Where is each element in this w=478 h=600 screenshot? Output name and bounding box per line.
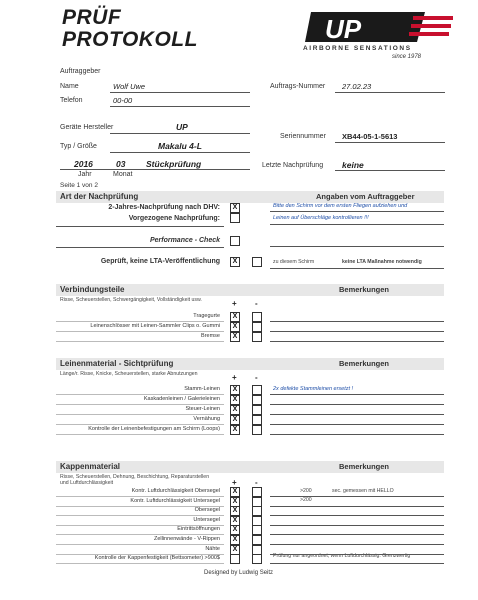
kappe-r1-b: sec. gemessen mit HELLO bbox=[332, 488, 394, 494]
serien-label: Seriennummer bbox=[280, 133, 326, 140]
verbindung-row-label: Bremse bbox=[201, 333, 220, 339]
up-logo bbox=[305, 8, 455, 73]
kappe-row-minus-checkbox[interactable] bbox=[252, 497, 262, 507]
auftraggeber-label: Auftraggeber bbox=[60, 68, 101, 75]
art-note-1: Bitte den Schirm vor dem ersten Fliegen aufziehen und bbox=[273, 203, 408, 209]
verbindung-row-minus-checkbox[interactable] bbox=[252, 322, 262, 332]
kappe-row-remark-line bbox=[270, 554, 444, 555]
typ-label: Typ / Größe bbox=[60, 143, 97, 150]
verbindung-row-underline bbox=[56, 341, 224, 342]
telefon-label: Telefon bbox=[60, 97, 83, 104]
leinen-row-plus-checkbox[interactable]: X bbox=[230, 425, 240, 435]
letzte-label: Letzte Nachprüfung bbox=[262, 162, 324, 169]
leinen-row-remark-line bbox=[270, 424, 444, 425]
kappe-sub-1: Risse, Scheuerstellen, Dehnung, Beschichtung, Reparaturstellen bbox=[60, 474, 210, 480]
leinen-row-plus-checkbox[interactable]: X bbox=[230, 395, 240, 405]
logo-brand-text: UP bbox=[325, 14, 362, 44]
kappe-minus: - bbox=[255, 478, 258, 487]
art-row-4-checkbox[interactable]: X bbox=[230, 257, 240, 267]
hersteller-label: Geräte Hersteller bbox=[60, 124, 114, 131]
verbindung-row-label: Leinenschlösser mit Leinen-Sammler Clips o. Gummi bbox=[90, 323, 220, 329]
kappe-row-label: Eintrittsöffnungen bbox=[177, 526, 220, 533]
section-verbindung-right-title: Bemerkungen bbox=[339, 285, 390, 294]
art-lta-b: keine LTA Maßnahme notwendig bbox=[342, 259, 422, 265]
section-art bbox=[56, 191, 444, 203]
leinen-row-underline bbox=[56, 394, 224, 395]
kappe-row-plus-checkbox[interactable]: X bbox=[230, 535, 240, 545]
verbindung-row-remark-line bbox=[270, 321, 444, 322]
leinen-row-minus-checkbox[interactable] bbox=[252, 395, 262, 405]
leinen-row-label: Vernähung bbox=[193, 416, 220, 422]
leinen-row-minus-checkbox[interactable] bbox=[252, 405, 262, 415]
verbindung-row-minus-checkbox[interactable] bbox=[252, 332, 262, 342]
kappe-row-remark-line bbox=[270, 515, 444, 516]
kappe-row-label: Kontr. Luftdurchlässigkeit Obersegel bbox=[131, 488, 220, 494]
section-verbindung bbox=[56, 284, 444, 296]
leinen-row-label: Stamm-Leinen bbox=[184, 386, 220, 392]
kappe-row-plus-checkbox[interactable]: X bbox=[230, 497, 240, 507]
leinen-row-minus-checkbox[interactable] bbox=[252, 425, 262, 435]
jahr-label: Jahr bbox=[78, 171, 92, 178]
kappe-row-minus-checkbox[interactable] bbox=[252, 525, 262, 535]
kappe-row-label: Zellinnenwände - V-Rippen bbox=[153, 536, 220, 542]
kappe-sub-2: und Luftdurchlässigkeit bbox=[60, 480, 114, 486]
logo-since: since 1978 bbox=[392, 54, 422, 60]
title-line-2: PROTOKOLL bbox=[62, 28, 198, 51]
kappe-row-plus-checkbox[interactable]: X bbox=[230, 487, 240, 497]
verbindung-row-minus-checkbox[interactable] bbox=[252, 312, 262, 322]
stueck-label: Stückprüfung bbox=[146, 159, 202, 169]
verbindung-row-underline bbox=[56, 331, 224, 332]
section-verbindung-title: Verbindungsteile bbox=[60, 285, 125, 294]
serien-value: XB44-05-1-5613 bbox=[342, 132, 398, 141]
verbindung-row-remark-line bbox=[270, 331, 444, 332]
telefon-value: 00-00 bbox=[113, 96, 133, 105]
leinen-row-label: Steuer-Leinen bbox=[185, 406, 220, 412]
leinen-row-label: Kaskadenleinen / Galerieleinen bbox=[143, 396, 220, 402]
leinen-row-remark-line bbox=[270, 394, 444, 395]
verbindung-row-remark-line bbox=[270, 341, 444, 342]
verbindung-plus: + bbox=[232, 299, 237, 308]
section-leinen-title: Leinenmaterial - Sichtprüfung bbox=[60, 359, 174, 368]
leinen-row-plus-checkbox[interactable]: X bbox=[230, 405, 240, 415]
art-row-3-label: Performance - Check bbox=[149, 237, 220, 244]
section-kappe bbox=[56, 461, 444, 473]
logo-tagline: AIRBORNE SENSATIONS bbox=[303, 45, 412, 52]
auftrags-label: Auftrags-Nummer bbox=[270, 83, 326, 90]
leinen-row-remark-line bbox=[270, 404, 444, 405]
typ-value: Makalu 4-L bbox=[158, 141, 202, 151]
kappe-row-minus-checkbox[interactable] bbox=[252, 545, 262, 555]
art-row-4-label: Geprüft, keine LTA-Veröffentlichung bbox=[100, 258, 220, 265]
kappe-row-remark-line bbox=[270, 525, 444, 526]
leinen-minus: - bbox=[255, 373, 258, 382]
kappe-row-remark-line bbox=[270, 544, 444, 545]
leinen-sub: Länge/r. Risse, Knicke, Scheuerstellen, starke Abnutzungen bbox=[60, 371, 198, 377]
kappe-row-plus-checkbox[interactable]: X bbox=[230, 516, 240, 526]
leinen-row-minus-checkbox[interactable] bbox=[252, 415, 262, 425]
up-logo-mark bbox=[305, 8, 455, 68]
kappe-row-plus-checkbox[interactable]: X bbox=[230, 525, 240, 535]
kappe-row-label: Untersegel bbox=[193, 516, 220, 523]
leinen-note: 2x defekte Stammleinen ersetzt ! bbox=[273, 386, 354, 392]
kappe-row-minus-checkbox[interactable] bbox=[252, 516, 262, 526]
section-art-title: Art der Nachprüfung bbox=[60, 192, 139, 201]
jahr-value: 2016 bbox=[74, 159, 93, 169]
leinen-row-remark-line bbox=[270, 414, 444, 415]
leinen-row-minus-checkbox[interactable] bbox=[252, 385, 262, 395]
verbindung-sub: Risse, Scheuerstellen, Schwergängigkeit, Vollständigkeit usw. bbox=[60, 297, 202, 303]
verbindung-minus: - bbox=[255, 299, 258, 308]
art-row-1b-checkbox[interactable] bbox=[230, 213, 240, 223]
section-leinen-right-title: Bemerkungen bbox=[339, 359, 390, 368]
page-indicator: Seite 1 von 2 bbox=[60, 182, 98, 189]
section-art-right-title: Angaben vom Auftraggeber bbox=[316, 192, 415, 201]
verbindung-row-plus-checkbox[interactable]: X bbox=[230, 322, 240, 332]
kappe-row-minus-checkbox[interactable] bbox=[252, 487, 262, 497]
kappe-row-remark-line bbox=[270, 496, 444, 497]
art-row-2-label: Vorgezogene Nachprüfung: bbox=[128, 215, 220, 222]
leinen-row-plus-checkbox[interactable]: X bbox=[230, 385, 240, 395]
art-note-2: Leinen auf Überschläge kontrollieren !!! bbox=[273, 215, 369, 221]
kappe-r2-a: >200 bbox=[300, 497, 312, 503]
art-lta-a: zu diesem Schirm bbox=[273, 259, 315, 265]
kappe-row-label: Kontr. Luftdurchlässigkeit Untersegel bbox=[130, 497, 220, 504]
auftrags-value: 27.02.23 bbox=[342, 82, 372, 91]
kappe-row-minus-checkbox[interactable] bbox=[252, 554, 262, 564]
kappe-note-last: Prüfung nur angeordnet, wenn Luftdurchlässig. Grenzwertig bbox=[273, 553, 411, 559]
kappe-row-plus-checkbox[interactable]: X bbox=[230, 545, 240, 555]
leinen-row-label: Kontrolle der Leinenbefestigungen am Schirm (Loops) bbox=[88, 426, 220, 432]
monat-value: 03 bbox=[116, 159, 126, 169]
verbindung-row-plus-checkbox[interactable]: X bbox=[230, 312, 240, 322]
name-label: Name bbox=[60, 83, 79, 90]
section-leinen bbox=[56, 358, 444, 370]
title-line-1: PRÜF bbox=[62, 6, 122, 29]
kappe-row-label: Kontrolle der Kappenfestigkeit (Bettsometer) >900$ bbox=[94, 555, 220, 562]
kappe-row-underline bbox=[56, 563, 224, 564]
monat-label: Monat bbox=[113, 171, 133, 178]
kappe-row-remark-line bbox=[270, 563, 444, 564]
letzte-value: keine bbox=[342, 160, 364, 170]
verbindung-row-label: Tragegurte bbox=[193, 313, 220, 319]
name-value: Wolf Uwe bbox=[113, 82, 146, 91]
footer-credit: Designed by Ludwig Seitz bbox=[204, 570, 274, 576]
kappe-row-minus-checkbox[interactable] bbox=[252, 535, 262, 545]
kappe-row-label: Nähte bbox=[205, 545, 220, 552]
art-row-4-minus-checkbox[interactable] bbox=[252, 257, 262, 267]
kappe-row-plus-checkbox[interactable]: X bbox=[230, 506, 240, 516]
leinen-row-remark-line bbox=[270, 434, 444, 435]
kappe-plus: + bbox=[232, 478, 237, 487]
kappe-row-remark-line bbox=[270, 506, 444, 507]
hersteller-value: UP bbox=[176, 122, 188, 132]
kappe-row-minus-checkbox[interactable] bbox=[252, 506, 262, 516]
leinen-plus: + bbox=[232, 373, 237, 382]
section-kappe-title: Kappenmaterial bbox=[60, 462, 121, 471]
art-row-3-checkbox[interactable] bbox=[230, 236, 240, 246]
leinen-row-plus-checkbox[interactable]: X bbox=[230, 415, 240, 425]
section-kappe-right-title: Bemerkungen bbox=[339, 462, 390, 471]
leinen-row-underline bbox=[56, 414, 224, 415]
leinen-row-underline bbox=[56, 404, 224, 405]
kappe-row-label: Obersegel bbox=[194, 507, 220, 514]
art-row-1-label: 2-Jahres-Nachprüfung nach DHV: bbox=[108, 204, 220, 211]
kappe-row-plus-checkbox[interactable] bbox=[230, 554, 240, 564]
leinen-row-underline bbox=[56, 434, 224, 435]
verbindung-row-plus-checkbox[interactable]: X bbox=[230, 332, 240, 342]
art-row-1-checkbox[interactable]: X bbox=[230, 203, 240, 213]
verbindung-row-underline bbox=[56, 321, 224, 322]
leinen-row-underline bbox=[56, 424, 224, 425]
kappe-row-remark-line bbox=[270, 534, 444, 535]
kappe-r1-a: >200 bbox=[300, 488, 312, 494]
